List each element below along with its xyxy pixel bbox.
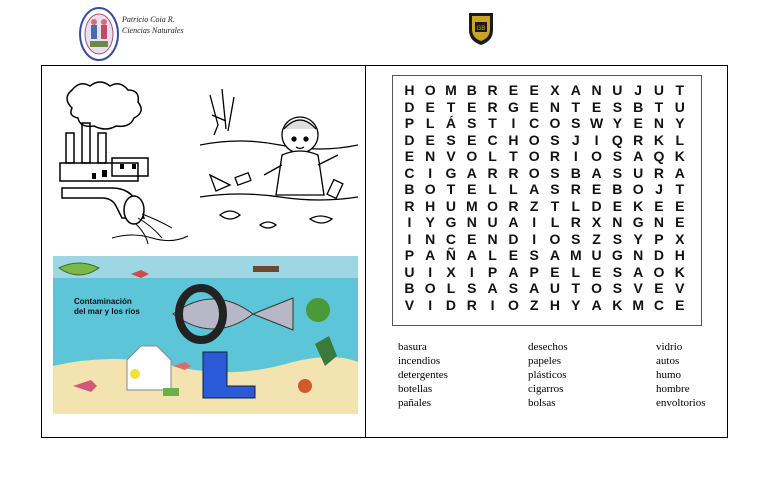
grid-letter[interactable]: T — [446, 181, 456, 197]
column-divider — [365, 65, 366, 438]
grid-letter[interactable]: T — [571, 280, 581, 296]
word-list-column-2 — [528, 340, 568, 410]
grid-letter[interactable]: C — [445, 230, 457, 247]
grid-letter[interactable]: O — [632, 181, 644, 197]
grid-letter[interactable]: A — [591, 296, 602, 313]
grid-letter[interactable]: O — [424, 181, 436, 197]
grid-letter[interactable]: S — [612, 148, 623, 164]
grid-letter[interactable]: L — [488, 148, 497, 164]
grid-letter[interactable]: Y — [571, 296, 581, 313]
grid-row — [399, 297, 690, 314]
grid-letter[interactable]: B — [570, 164, 581, 181]
grid-letter[interactable]: Y — [425, 214, 435, 230]
grid-letter[interactable]: A — [466, 164, 477, 181]
grid-letter[interactable]: T — [571, 98, 581, 115]
grid-letter[interactable]: E — [591, 181, 602, 197]
grid-letter[interactable]: V — [446, 148, 456, 164]
grid-row — [399, 198, 690, 215]
grid-letter[interactable]: C — [487, 131, 498, 148]
grid-letter[interactable]: E — [467, 181, 477, 197]
grid-row — [399, 264, 690, 281]
grid-row — [399, 99, 690, 116]
grid-letter[interactable]: N — [549, 98, 561, 115]
grid-letter[interactable]: R — [404, 197, 415, 214]
grid-letter[interactable]: O — [591, 148, 603, 164]
grid-letter[interactable]: O — [549, 230, 561, 247]
word-list-item: bolsas — [528, 397, 556, 409]
grid-letter[interactable]: I — [511, 115, 516, 131]
grid-letter[interactable]: V — [404, 296, 415, 313]
grid-letter[interactable]: B — [612, 181, 623, 197]
grid-letter[interactable]: N — [612, 214, 623, 230]
grid-letter[interactable]: I — [469, 263, 474, 280]
grid-letter[interactable]: Á — [445, 115, 457, 131]
grid-letter[interactable]: O — [424, 280, 436, 296]
letter-grid — [399, 82, 690, 313]
grid-letter[interactable]: D — [404, 98, 415, 115]
grid-letter[interactable]: E — [467, 98, 477, 115]
grid-letter[interactable]: X — [550, 82, 560, 98]
grid-letter[interactable]: P — [654, 230, 664, 247]
grid-letter[interactable]: N — [591, 82, 602, 98]
grid-letter[interactable]: D — [445, 296, 457, 313]
grid-letter[interactable]: C — [529, 115, 540, 131]
word-list-item: hombre — [656, 383, 690, 395]
grid-letter[interactable]: Z — [529, 197, 539, 214]
factory-pollution-illustration — [52, 78, 192, 248]
school-logo — [78, 5, 120, 63]
grid-letter[interactable]: E — [508, 82, 519, 98]
grid-letter[interactable]: P — [404, 247, 415, 263]
grid-letter[interactable]: E — [467, 131, 477, 148]
grid-letter[interactable]: D — [653, 247, 665, 263]
grid-letter[interactable]: Z — [592, 230, 601, 247]
grid-letter[interactable]: R — [487, 98, 498, 115]
svg-text:GB: GB — [476, 26, 486, 32]
grid-letter[interactable]: G — [445, 214, 457, 230]
grid-letter[interactable]: O — [466, 148, 478, 164]
grid-row — [399, 82, 690, 99]
grid-letter[interactable]: I — [428, 263, 433, 280]
grid-letter[interactable]: R — [570, 214, 581, 230]
grid-letter[interactable]: K — [633, 197, 644, 214]
grid-letter[interactable]: Y — [633, 230, 643, 247]
grid-letter[interactable]: O — [424, 82, 436, 98]
grid-letter[interactable]: A — [508, 263, 519, 280]
grid-letter[interactable]: L — [571, 263, 581, 280]
grid-letter[interactable]: P — [529, 263, 539, 280]
word-list-column-1 — [398, 340, 448, 410]
grid-letter[interactable]: D — [591, 197, 602, 214]
word-list-item: autos — [656, 355, 680, 367]
grid-letter[interactable]: T — [654, 98, 664, 115]
shield-seal-icon — [467, 10, 495, 46]
grid-letter[interactable]: I — [428, 164, 433, 181]
grid-letter[interactable]: Q — [653, 148, 665, 164]
grid-letter[interactable]: A — [633, 148, 644, 164]
grid-letter[interactable]: S — [467, 280, 477, 296]
word-list-item: pañales — [398, 397, 431, 409]
grid-letter[interactable]: H — [425, 197, 436, 214]
grid-letter[interactable]: R — [508, 197, 519, 214]
grid-letter[interactable]: A — [570, 82, 581, 98]
grid-letter[interactable]: L — [509, 181, 518, 197]
grid-letter[interactable]: O — [507, 296, 519, 313]
grid-letter[interactable]: U — [674, 98, 685, 115]
grid-letter[interactable]: E — [654, 280, 664, 296]
grid-letter[interactable]: Ñ — [445, 247, 457, 263]
grid-letter[interactable]: U — [591, 247, 602, 263]
grid-letter[interactable]: S — [571, 230, 581, 247]
grid-letter[interactable]: L — [571, 197, 581, 214]
sea-caption — [74, 297, 140, 317]
grid-letter[interactable]: E — [591, 263, 602, 280]
word-list-item: desechos — [528, 341, 568, 353]
grid-letter[interactable]: Q — [611, 131, 623, 148]
grid-letter[interactable]: A — [633, 263, 644, 280]
grid-letter[interactable]: S — [612, 280, 623, 296]
grid-letter[interactable]: M — [465, 197, 478, 214]
grid-row — [399, 214, 690, 231]
grid-letter[interactable]: X — [591, 214, 602, 230]
grid-row — [399, 148, 690, 165]
grid-letter[interactable]: B — [633, 98, 644, 115]
grid-letter[interactable]: H — [404, 82, 415, 98]
word-list-item: envoltorios — [656, 397, 706, 409]
grid-letter[interactable]: P — [487, 263, 498, 280]
grid-letter[interactable]: M — [445, 82, 457, 98]
grid-letter[interactable]: E — [425, 131, 435, 148]
grid-letter[interactable]: S — [467, 115, 477, 131]
grid-letter[interactable]: R — [549, 148, 561, 164]
grid-row — [399, 181, 690, 198]
grid-letter[interactable]: I — [573, 148, 578, 164]
grid-letter[interactable]: G — [611, 247, 623, 263]
grid-letter[interactable]: O — [528, 164, 540, 181]
grid-letter[interactable]: D — [404, 131, 415, 148]
grid-letter[interactable]: U — [549, 280, 561, 296]
grid-letter[interactable]: T — [675, 82, 685, 98]
grid-letter[interactable]: U — [653, 82, 665, 98]
grid-letter[interactable]: E — [404, 148, 415, 164]
logo-caption-line2: Ciencias Naturales — [122, 26, 184, 35]
logo-caption-line1: Patricio Coia R. — [122, 15, 175, 24]
grid-letter[interactable]: H — [508, 131, 519, 148]
grid-letter[interactable]: N — [653, 115, 665, 131]
grid-letter[interactable]: A — [529, 280, 540, 296]
grid-letter[interactable]: R — [487, 164, 498, 181]
logo-caption — [122, 14, 184, 36]
grid-letter[interactable]: Z — [529, 296, 539, 313]
grid-letter[interactable]: J — [571, 131, 580, 148]
grid-letter[interactable]: S — [446, 131, 456, 148]
grid-letter[interactable]: I — [532, 214, 537, 230]
grid-letter[interactable]: A — [549, 247, 561, 263]
grid-letter[interactable]: Y — [675, 115, 685, 131]
word-list-item: botellas — [398, 383, 433, 395]
word-list-item: vidrio — [656, 341, 683, 353]
grid-letter[interactable]: S — [612, 263, 623, 280]
grid-letter[interactable]: O — [653, 263, 665, 280]
grid-letter[interactable]: L — [488, 247, 497, 263]
grid-letter[interactable]: V — [633, 280, 643, 296]
grid-letter[interactable]: P — [404, 115, 415, 131]
grid-letter[interactable]: G — [507, 98, 519, 115]
grid-letter[interactable]: T — [675, 181, 685, 197]
grid-letter[interactable]: D — [508, 230, 519, 247]
grid-letter[interactable]: A — [508, 214, 519, 230]
grid-letter[interactable]: M — [632, 296, 644, 313]
grid-letter[interactable]: N — [633, 247, 644, 263]
grid-letter[interactable]: E — [675, 214, 685, 230]
grid-letter[interactable]: I — [532, 230, 537, 247]
sea-caption-line1: Contaminación — [74, 297, 132, 306]
grid-letter[interactable]: X — [675, 230, 685, 247]
grid-letter[interactable]: E — [550, 263, 560, 280]
grid-letter[interactable]: A — [529, 181, 540, 197]
grid-letter[interactable]: G — [632, 214, 644, 230]
grid-letter[interactable]: S — [508, 280, 519, 296]
word-list-item: incendios — [398, 355, 441, 367]
grid-letter[interactable]: K — [612, 296, 623, 313]
word-list-item: detergentes — [398, 369, 448, 381]
grid-letter[interactable]: E — [675, 296, 685, 313]
grid-letter[interactable]: I — [407, 230, 412, 247]
grid-letter[interactable]: N — [487, 230, 498, 247]
grid-letter[interactable]: S — [550, 131, 560, 148]
grid-letter[interactable]: J — [655, 181, 663, 197]
grid-letter[interactable]: N — [653, 214, 665, 230]
grid-letter[interactable]: S — [550, 164, 560, 181]
grid-letter[interactable]: N — [466, 214, 477, 230]
grid-letter[interactable]: H — [674, 247, 685, 263]
grid-letter[interactable]: A — [674, 164, 685, 181]
grid-letter[interactable]: K — [674, 263, 685, 280]
grid-letter[interactable]: L — [446, 280, 456, 296]
grid-row — [399, 247, 690, 264]
grid-letter[interactable]: U — [633, 164, 644, 181]
grid-letter[interactable]: S — [571, 115, 581, 131]
grid-letter[interactable]: R — [487, 82, 498, 98]
grid-letter[interactable]: S — [612, 230, 623, 247]
grid-letter[interactable]: N — [425, 148, 436, 164]
grid-letter[interactable]: O — [487, 197, 499, 214]
grid-letter[interactable]: L — [488, 181, 497, 197]
grid-letter[interactable]: U — [404, 263, 415, 280]
grid-letter[interactable]: U — [487, 214, 498, 230]
grid-letter[interactable]: U — [445, 197, 457, 214]
grid-letter[interactable]: E — [654, 197, 664, 214]
grid-letter[interactable]: I — [594, 131, 599, 148]
grid-letter[interactable]: E — [675, 197, 685, 214]
grid-letter[interactable]: I — [428, 296, 433, 313]
grid-letter[interactable]: L — [425, 115, 435, 131]
grid-letter[interactable]: I — [490, 296, 495, 313]
grid-letter[interactable]: E — [529, 82, 539, 98]
grid-letter[interactable]: E — [425, 98, 435, 115]
grid-row — [399, 132, 690, 149]
grid-letter[interactable]: T — [550, 197, 560, 214]
grid-letter[interactable]: T — [446, 98, 456, 115]
word-list-item: papeles — [528, 355, 561, 367]
grid-letter[interactable]: L — [675, 131, 685, 148]
grid-letter[interactable]: R — [653, 164, 665, 181]
grid-row — [399, 280, 690, 297]
word-list-item: basura — [398, 341, 427, 353]
grid-letter[interactable]: A — [425, 247, 436, 263]
grid-letter[interactable]: I — [407, 214, 412, 230]
grid-row — [399, 165, 690, 182]
grid-letter[interactable]: J — [634, 82, 643, 98]
grid-letter[interactable]: E — [467, 230, 477, 247]
grid-letter[interactable]: R — [633, 131, 644, 148]
grid-letter[interactable]: E — [612, 197, 623, 214]
grid-letter[interactable]: O — [591, 280, 603, 296]
grid-letter[interactable]: G — [445, 164, 457, 181]
grid-letter[interactable]: T — [509, 148, 518, 164]
grid-letter[interactable]: X — [446, 263, 456, 280]
grid-letter[interactable]: A — [466, 247, 477, 263]
word-search-grid — [392, 75, 702, 326]
grid-letter[interactable]: E — [508, 247, 519, 263]
grid-letter[interactable]: S — [612, 98, 623, 115]
grid-letter[interactable]: E — [529, 98, 539, 115]
word-list-item: humo — [656, 369, 682, 381]
grid-letter[interactable]: A — [487, 280, 498, 296]
word-list-item: cigarros — [528, 383, 564, 395]
grid-letter[interactable]: S — [550, 181, 560, 197]
grid-letter[interactable]: L — [550, 214, 560, 230]
grid-letter[interactable]: O — [549, 115, 561, 131]
grid-letter[interactable]: H — [549, 296, 561, 313]
grid-letter[interactable]: W — [589, 115, 604, 131]
grid-letter[interactable]: S — [612, 164, 623, 181]
grid-letter[interactable]: B — [466, 82, 477, 98]
grid-letter[interactable]: R — [570, 181, 581, 197]
sea-caption-line2: del mar y los ríos — [74, 307, 140, 316]
word-list-column-3 — [656, 340, 706, 410]
grid-letter[interactable]: T — [488, 115, 497, 131]
grid-letter[interactable]: C — [653, 296, 665, 313]
grid-letter[interactable]: S — [529, 247, 539, 263]
grid-letter[interactable]: V — [675, 280, 685, 296]
grid-letter[interactable]: U — [612, 82, 623, 98]
grid-letter[interactable]: E — [591, 98, 602, 115]
sea-pollution-illustration — [53, 256, 358, 414]
grid-letter[interactable]: A — [591, 164, 602, 181]
grid-letter[interactable]: K — [653, 131, 665, 148]
grid-letter[interactable]: E — [633, 115, 643, 131]
grid-row — [399, 231, 690, 248]
grid-row — [399, 115, 690, 132]
grid-letter[interactable]: K — [674, 148, 685, 164]
grid-letter[interactable]: O — [528, 148, 540, 164]
boy-polluted-water-illustration — [200, 85, 358, 245]
grid-letter[interactable]: O — [528, 131, 540, 148]
grid-letter[interactable]: R — [466, 296, 477, 313]
word-list-item: plásticos — [528, 369, 567, 381]
grid-letter[interactable]: B — [404, 181, 415, 197]
grid-letter[interactable]: C — [404, 164, 415, 181]
grid-letter[interactable]: B — [404, 280, 415, 296]
grid-letter[interactable]: N — [425, 230, 436, 247]
grid-letter[interactable]: Y — [612, 115, 623, 131]
grid-letter[interactable]: M — [569, 247, 582, 263]
grid-letter[interactable]: R — [508, 164, 519, 181]
